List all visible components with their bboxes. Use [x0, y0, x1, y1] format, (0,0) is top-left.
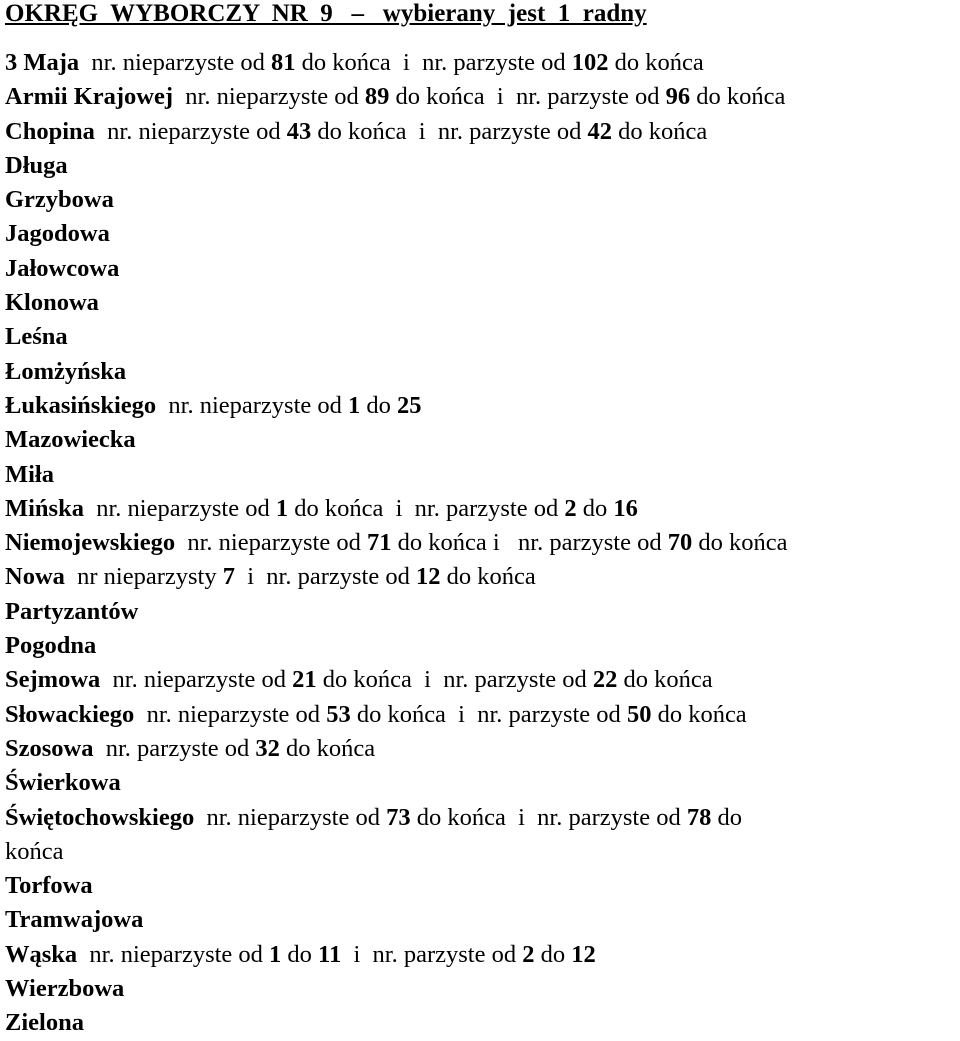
street-entry [5, 835, 960, 869]
street-entry-text: końca [5, 837, 64, 865]
street-entry-bold-text: Wąska [5, 940, 78, 968]
street-entry-text: nr. nieparzyste od [156, 391, 349, 419]
street-entry-bold-text: Miła [5, 460, 54, 488]
street-entry [5, 355, 960, 389]
street-entry-bold-text: Nowa [5, 563, 65, 591]
street-entry-bold-text: 1 [269, 940, 282, 968]
street-entry [5, 663, 960, 697]
street-entry-text: nr. nieparzyste od [94, 117, 287, 145]
street-entry-bold-text: Armii Krajowej [5, 83, 174, 111]
street-entry-bold-text: 71 [366, 529, 392, 557]
street-entry [5, 80, 960, 114]
street-entry [5, 217, 960, 251]
street-entry [5, 389, 960, 423]
street-entry-text: nr nieparzysty [64, 563, 223, 591]
street-entry-bold-text: 3 Maja [5, 49, 80, 76]
street-entry-text: do końca i nr. parzyste od [389, 83, 666, 111]
street-entry-bold-text: 32 [255, 734, 280, 762]
street-entry-bold-text: 42 [587, 117, 613, 145]
street-entry-bold-text: Tramwajowa [5, 906, 144, 934]
street-entry-text: nr. nieparzyste od [134, 700, 327, 728]
street-entry [5, 286, 960, 320]
street-entry-bold-text: 2 [564, 494, 577, 522]
street-entry [5, 115, 960, 149]
street-entry-bold-text: 50 [626, 700, 652, 728]
street-entry [5, 629, 960, 663]
street-entry-bold-text: Jałowcowa [5, 254, 120, 282]
street-entry-text: nr. nieparzyste od [100, 666, 293, 694]
street-entry-bold-text: 12 [415, 563, 441, 591]
street-entry-bold-text: Słowackiego [5, 700, 135, 728]
street-entry-text: do [360, 391, 398, 419]
street-entry-bold-text: Świętochowskiego [5, 803, 195, 831]
street-entry-bold-text: 11 [318, 940, 342, 968]
street-entry-bold-text: 70 [667, 529, 693, 557]
street-entry-text: nr. nieparzyste od [173, 83, 365, 111]
street-entry-bold-text: Leśna [5, 323, 68, 351]
street-entry-bold-text: Partyzantów [5, 597, 139, 625]
street-entry-bold-text: 16 [613, 494, 638, 522]
street-entry-bold-text: 102 [571, 49, 609, 76]
street-entry-bold-text: Świerkowa [5, 769, 121, 797]
street-entry-bold-text: 73 [386, 803, 411, 831]
street-entry [5, 732, 960, 766]
street-entry-text: i nr. parzyste od [234, 563, 416, 591]
street-entry-bold-text: Szosowa [5, 734, 94, 762]
street-entry-text: do [576, 494, 614, 522]
street-entry-bold-text: Łukasińskiego [5, 391, 157, 419]
street-entry-text: do [534, 940, 572, 968]
street-entry-bold-text: Sejmowa [5, 666, 101, 694]
street-entry-text: nr. nieparzyste od [175, 529, 367, 557]
street-entry-text: nr. nieparzyste od [77, 940, 270, 968]
street-entry-bold-text: Torfowa [5, 872, 93, 900]
street-entry-bold-text: Długa [5, 151, 68, 179]
street-entry-bold-text: 78 [686, 803, 712, 831]
street-entry-bold-text: Niemojewskiego [5, 529, 176, 557]
street-entry-text: nr. nieparzyste od [194, 803, 387, 831]
street-entry-bold-text: 7 [222, 563, 235, 591]
street-entry-bold-text: Grzybowa [5, 186, 114, 214]
street-entry-bold-text: Zielona [5, 1009, 84, 1037]
street-entry-bold-text: 21 [292, 666, 317, 694]
street-entry [5, 458, 960, 492]
street-entry [5, 938, 960, 972]
street-entry-bold-text: 81 [271, 49, 296, 76]
street-entry-text: nr. parzyste od [93, 734, 256, 762]
street-entry-text: do końca [440, 563, 536, 591]
street-entry-text: do [711, 803, 742, 831]
street-entry [5, 320, 960, 354]
street-entry-text: do końca i nr. parzyste od [350, 700, 627, 728]
street-entry-bold-text: 43 [286, 117, 312, 145]
street-entry-text: do końca [651, 700, 747, 728]
street-list [5, 46, 960, 1041]
street-entry-bold-text: 1 [275, 494, 289, 522]
street-entry-text: do końca [608, 49, 704, 76]
street-entry [5, 492, 960, 526]
street-entry [5, 903, 960, 937]
street-entry-text: do końca i nr. parzyste od [316, 666, 593, 694]
street-entry-bold-text: Chopina [5, 117, 95, 145]
street-entry-bold-text: Mińska [5, 494, 84, 522]
street-entry-text: do [281, 940, 319, 968]
street-entry-bold-text: 22 [592, 666, 618, 694]
street-entry-text: do końca i nr. parzyste od [288, 494, 565, 522]
street-entry-bold-text: 53 [326, 700, 351, 728]
street-entry [5, 801, 960, 835]
street-entry [5, 698, 960, 732]
street-entry-text: i nr. parzyste od [341, 940, 523, 968]
street-entry [5, 869, 960, 903]
document-page [5, 0, 960, 1041]
street-entry-bold-text: 89 [364, 83, 390, 111]
street-entry-bold-text: 1 [348, 391, 361, 419]
street-entry-text: do końca i nr. parzyste od [391, 529, 668, 557]
street-entry-text: do końca i nr. parzyste od [410, 803, 687, 831]
street-entry [5, 46, 960, 80]
street-entry-bold-text: Jagodowa [5, 220, 110, 248]
street-entry-text: do końca [690, 83, 786, 111]
street-entry-bold-text: 25 [397, 391, 422, 419]
district-heading: OKRĘG WYBORCZY NR 9 – wybierany jest 1 radny [5, 0, 647, 27]
street-entry [5, 560, 960, 594]
street-entry [5, 526, 960, 560]
street-entry-bold-text: 96 [665, 83, 691, 111]
street-entry-bold-text: Wierzbowa [5, 975, 125, 1003]
street-entry-bold-text: Łomżyńska [5, 357, 127, 385]
street-entry [5, 252, 960, 286]
street-entry-text: do końca i nr. parzyste od [311, 117, 588, 145]
street-entry-bold-text: Mazowiecka [5, 426, 136, 454]
street-entry-bold-text: Pogodna [5, 632, 97, 660]
street-entry-text: nr. nieparzyste od [83, 494, 276, 522]
street-entry [5, 1006, 960, 1040]
street-entry-text: do końca [692, 529, 788, 557]
street-entry [5, 149, 960, 183]
street-entry [5, 972, 960, 1006]
street-entry [5, 766, 960, 800]
street-entry [5, 183, 960, 217]
street-entry-text: do końca i nr. parzyste od [295, 49, 572, 76]
street-entry-text: do końca [612, 117, 708, 145]
street-entry-bold-text: Klonowa [5, 289, 99, 317]
street-entry-bold-text: 2 [522, 940, 535, 968]
street-entry [5, 423, 960, 457]
street-entry-text: do końca [617, 666, 713, 694]
street-entry-text: do końca [279, 734, 376, 762]
street-entry [5, 595, 960, 629]
street-entry-bold-text: 12 [571, 940, 596, 968]
street-entry-text: nr. nieparzyste od [79, 49, 272, 76]
